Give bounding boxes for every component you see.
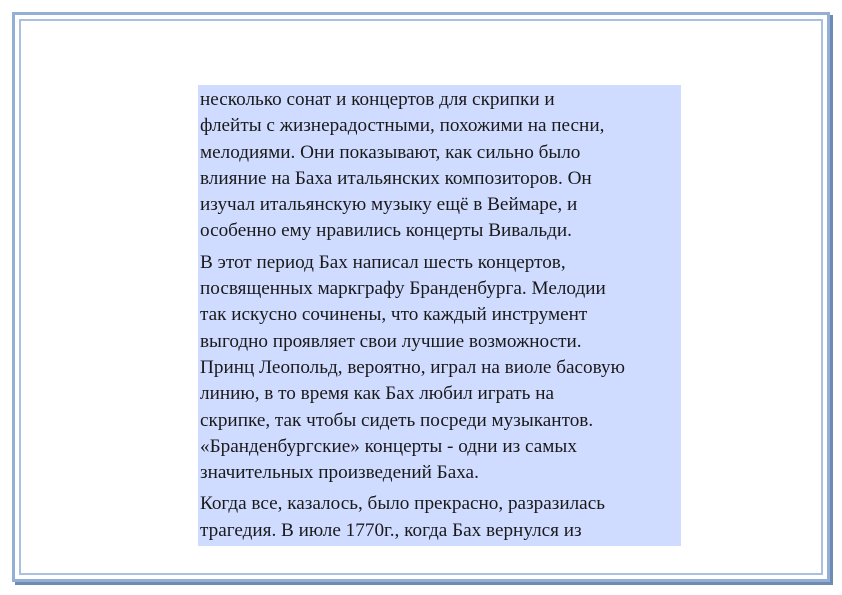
text-line: Принц Леопольд, вероятно, играл на виоле басовую: [200, 356, 625, 378]
text-line: выгодно проявляет свои лучшие возможности.: [200, 330, 582, 352]
text-line: изучал итальянскую музыку ещё в Веймаре, и: [200, 194, 578, 216]
text-line: так искусно сочинены, что каждый инструмент: [200, 304, 588, 326]
text-line: особенно ему нравились концерты Вивальди.: [200, 220, 572, 242]
text-box: [198, 85, 681, 546]
text-line: значительных произведений Баха.: [200, 462, 479, 484]
paragraph-2: [200, 250, 681, 487]
text-line: линию, в то время как Бах любил играть на: [200, 383, 554, 405]
text-line: несколько сонат и концертов для скрипки и: [200, 89, 555, 110]
text-line: флейты с жизнерадостными, похожими на песни,: [200, 115, 605, 137]
text-line: Когда все, казалось, было прекрасно, разразилась: [200, 493, 605, 515]
text-line: В этот период Бах написал шесть концертов,: [200, 251, 566, 273]
paragraph-1: [200, 87, 681, 245]
paragraph-3: [200, 491, 681, 544]
text-line: посвященных маркграфу Бранденбурга. Мелодии: [200, 278, 606, 300]
text-line: трагедия. В июле 1770г., когда Бах вернулся из: [200, 519, 582, 541]
text-line: влияние на Баха итальянских композиторов. Он: [200, 167, 592, 189]
text-line: скрипке, так чтобы сидеть посреди музыкантов.: [200, 409, 594, 431]
text-line: «Бранденбургские» концерты - одни из самых: [200, 435, 577, 457]
text-line: мелодиями. Они показывают, как сильно было: [200, 141, 581, 163]
